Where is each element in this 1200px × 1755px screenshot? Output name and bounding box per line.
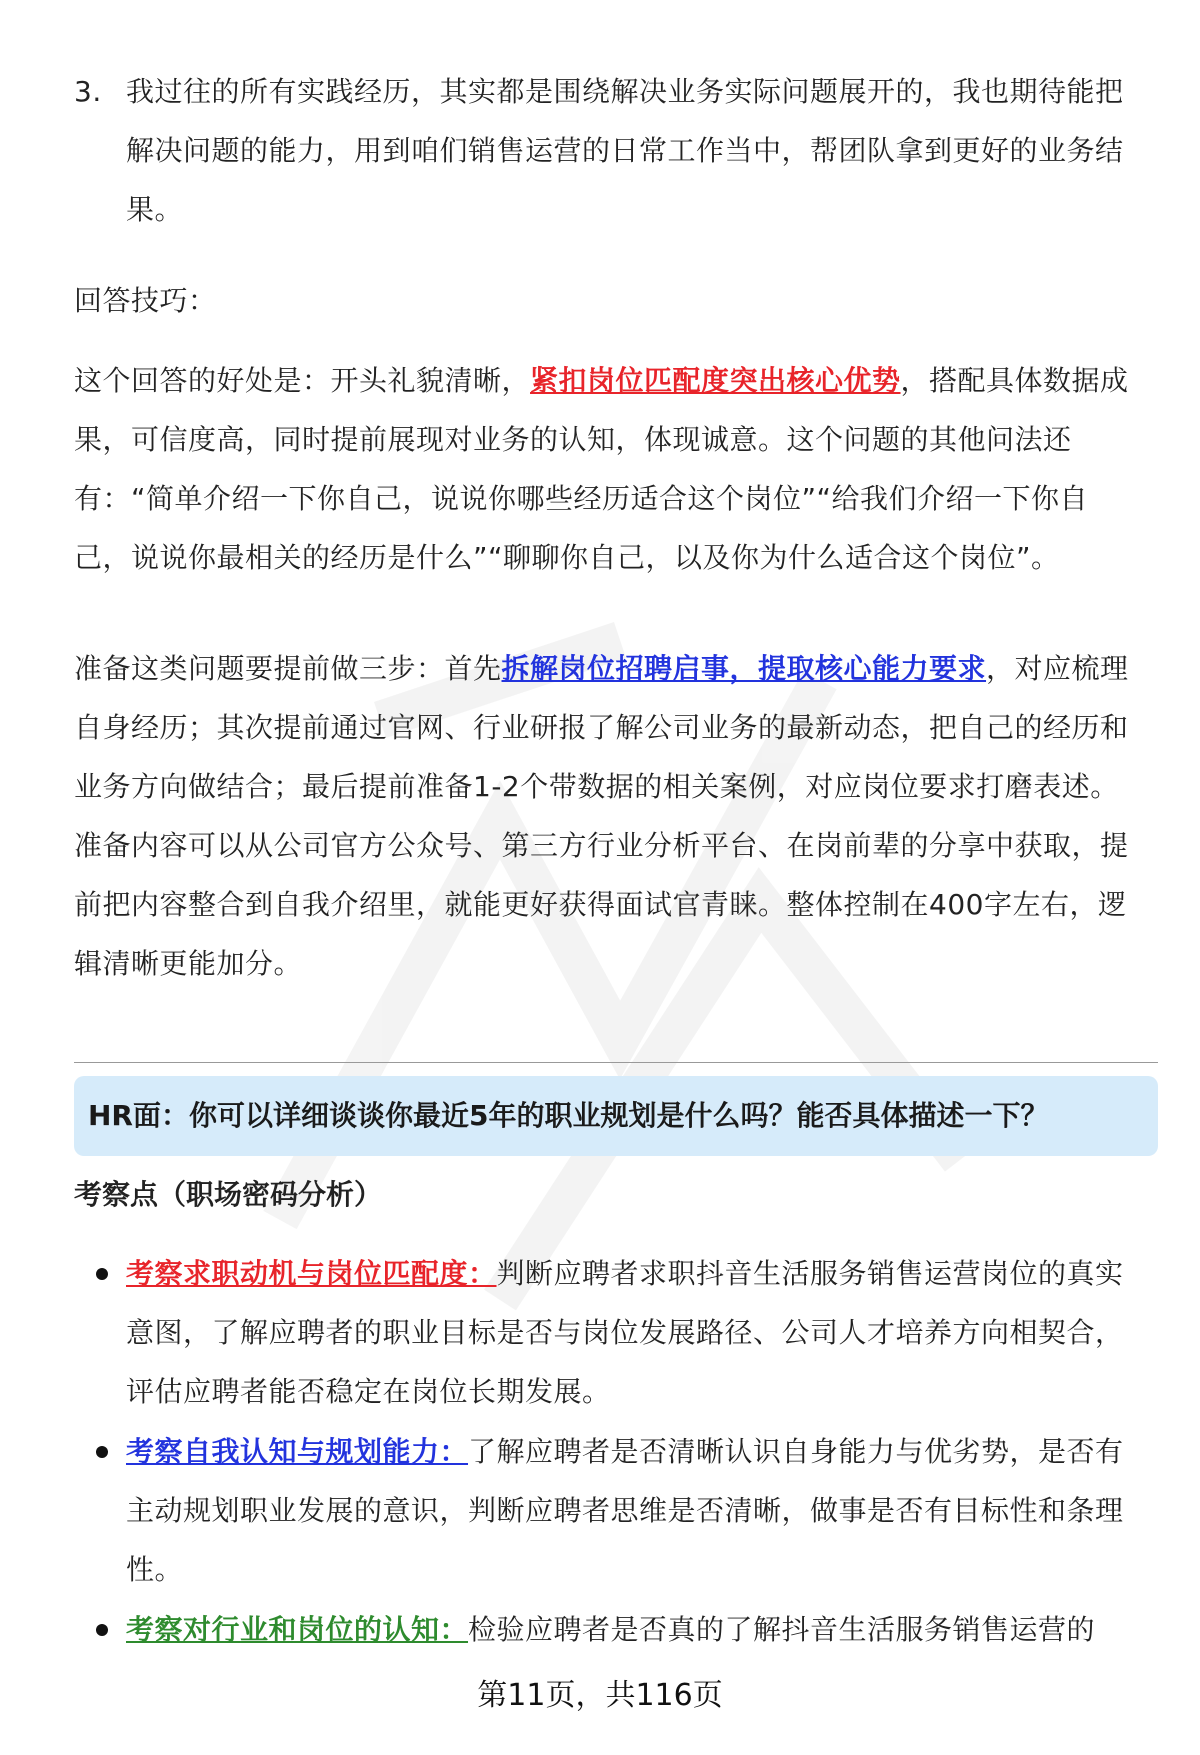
question-text: HR面：你可以详细谈谈你最近5年的职业规划是什么吗？能否具体描述一下？ (88, 1099, 1049, 1132)
bullet-dot-2 (96, 1446, 108, 1458)
tips-paragraph-1 (74, 351, 1142, 587)
list-number-3: 3. (74, 75, 102, 108)
question-box (74, 1076, 1158, 1156)
para1-highlight: 紧扣岗位匹配度突出核心优势 (530, 364, 901, 397)
tips-label: 回答技巧： (74, 284, 217, 317)
bullet-dot-1 (96, 1268, 108, 1280)
bullet-dot-3 (96, 1624, 108, 1636)
para2-highlight: 拆解岗位招聘启事，提取核心能力要求 (501, 652, 987, 685)
bullet-item-1 (126, 1244, 1142, 1421)
bullet-1-label: 考察求职动机与岗位匹配度： (126, 1257, 497, 1290)
tips-paragraph-2 (74, 639, 1142, 993)
bullet-item-2 (126, 1422, 1142, 1599)
bullet-2-label: 考察自我认知与规划能力： (126, 1435, 469, 1468)
para2-before: 准备这类问题要提前做三步：首先 (74, 652, 502, 685)
bullet-3-text: 检验应聘者是否真的了解抖音生活服务销售运营的 (468, 1613, 1096, 1646)
bullet-3-label: 考察对行业和岗位的认知： (126, 1613, 469, 1646)
page-number-footer: 第11页，共116页 (477, 1678, 723, 1713)
para1-after: ，搭配具体数据成果，可信度高，同时提前展现对业务的认知，体现诚意。这个问题的其他问法还有：“简单介绍一下你自己，说说你哪些经历适合这个岗位”“给我们介绍一下你自己，说说你最相关的经历是什么”“聊聊你自己，以及你为什么适合这个岗位”。 (74, 364, 1129, 574)
para1-before: 这个回答的好处是：开头礼貌清晰， (74, 364, 531, 397)
bullet-item-3 (126, 1600, 1142, 1659)
bullet-1-text: 判断应聘者求职抖音生活服务销售运营岗位的真实意图，了解应聘者的职业目标是否与岗位发展路径、公司人才培养方向相契合，评估应聘者能否稳定在岗位长期发展。 (126, 1257, 1124, 1408)
exam-points-heading: 考察点（职场密码分析） (74, 1178, 383, 1211)
section-divider (74, 1062, 1158, 1063)
para2-after: ，对应梳理自身经历；其次提前通过官网、行业研报了解公司业务的最新动态，把自己的经历和业务方向做结合；最后提前准备1-2个带数据的相关案例，对应岗位要求打磨表述。准备内容可以从公司官方公众号、第三方行业分析平台、在岗前辈的分享中获取，提前把内容整合到自我介绍里，就能更好获得面试官青睐。整体控制在400字左右，逻辑清晰更能加分。 (74, 652, 1129, 980)
list-item-3-text: 我过往的所有实践经历，其实都是围绕解决业务实际问题展开的，我也期待能把解决问题的能力，用到咱们销售运营的日常工作当中，帮团队拿到更好的业务结果。 (126, 75, 1124, 226)
bullet-2-text: 了解应聘者是否清晰认识自身能力与优劣势，是否有主动规划职业发展的意识，判断应聘者思维是否清晰，做事是否有目标性和条理性。 (126, 1435, 1124, 1586)
